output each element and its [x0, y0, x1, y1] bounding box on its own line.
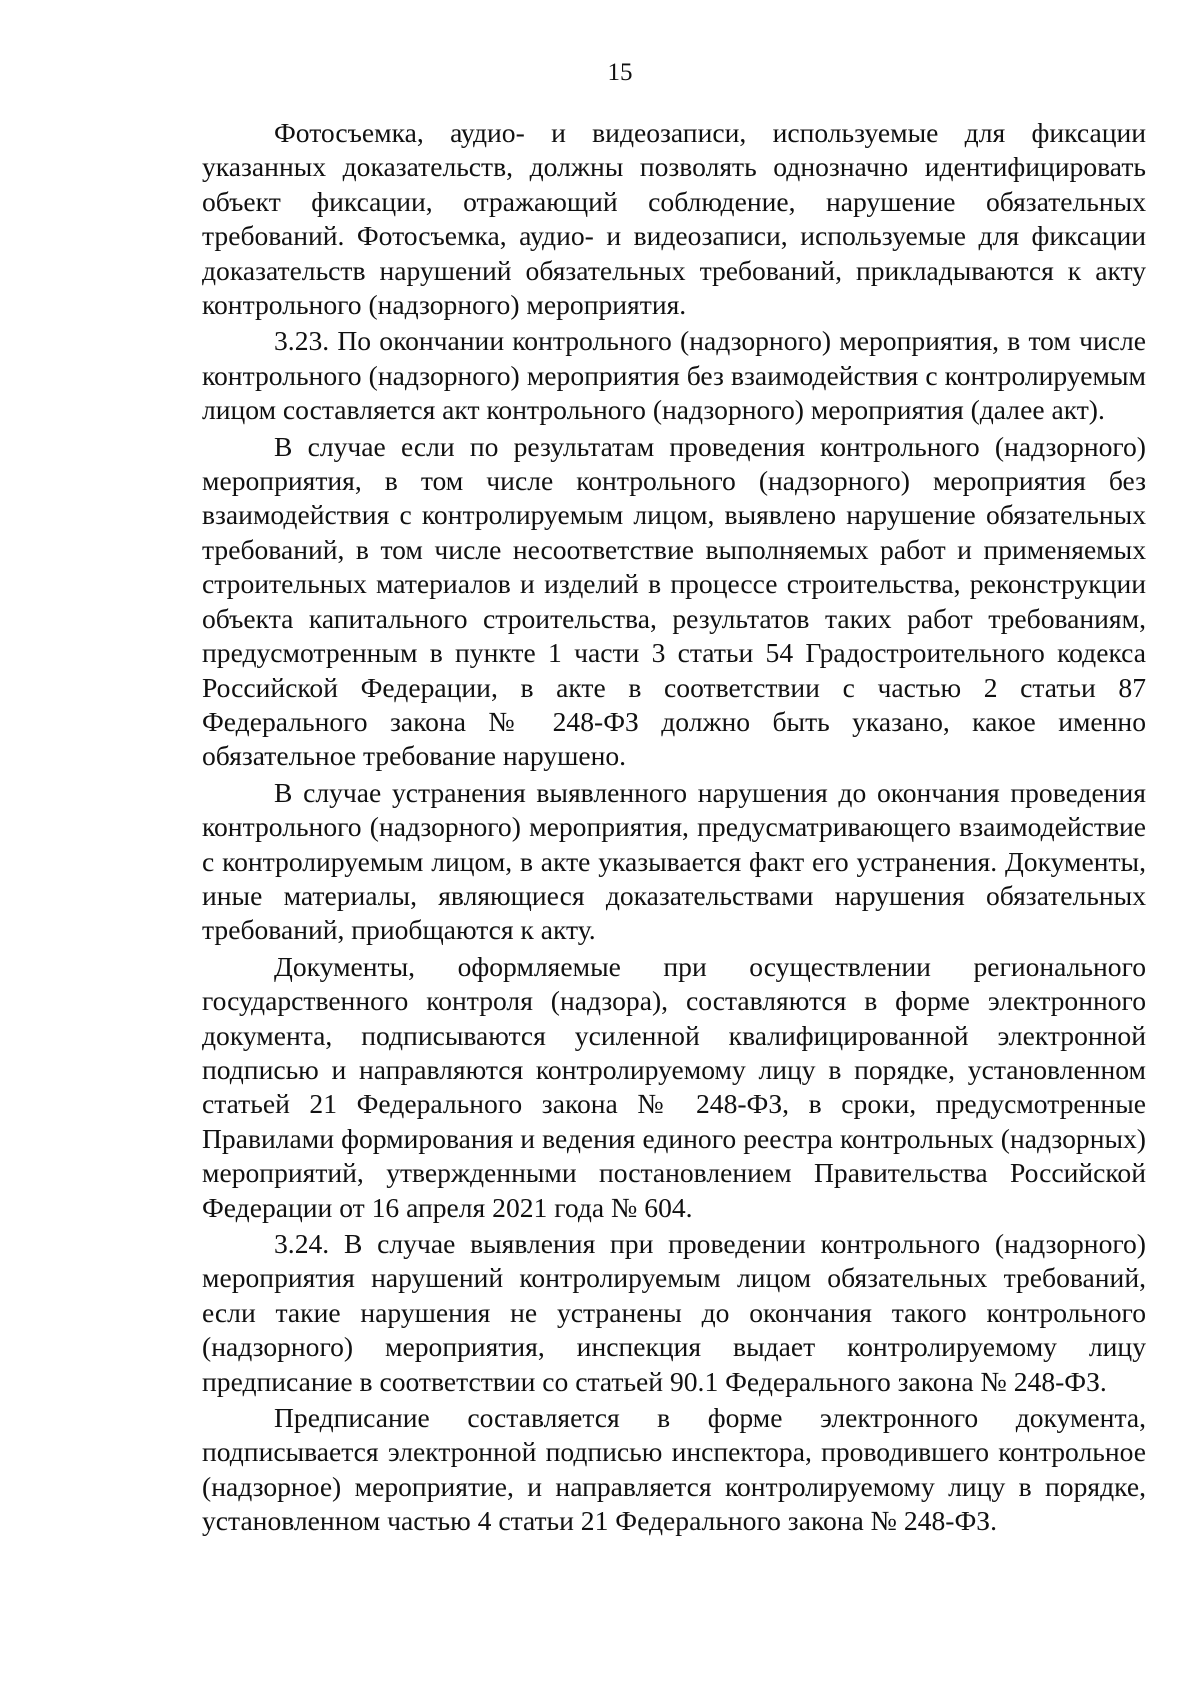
paragraph-3-23: 3.23. По окончании контрольного (надзорного) мероприятия, в том числе контрольного (надзорного) мероприятия без взаимодействия с контролируемым лицом составляется акт контрольного (надзорного) мероприятия (далее акт). [202, 325, 1146, 426]
page-number: 15 [607, 59, 633, 86]
paragraph-electronic-documents: Документы, оформляемые при осуществлении регионального государственного контроля (надзора), составляются в форме электронного документа, подписываются усиленной квалифицированной электронной подписью и направляются контролируемому лицу в порядке, установленном статьей 21 Федерального закона № 248-ФЗ, в сроки, предусмотренные Правилами формирования и ведения единого реестра контрольных (надзорных) мероприятий, утвержденными постановлением Правительства Российской Федерации от 16 апреля 2021 года № 604. [202, 950, 1146, 1223]
paragraph-violation-found: В случае если по результатам проведения контрольного (надзорного) мероприятия, в том числе контрольного (надзорного) мероприятия без взаимодействия с контролируемым лицом, выявлено нарушение обязательных требований, в том числе несоответствие выполняемых работ и применяемых строительных материалов и изделий в процессе строительства, реконструкции объекта капитального строительства, результатов таких работ требованиям, предусмотренным в пункте 1 части 3 статьи 54 Градостроительного кодекса Российской Федерации, в акте в соответствии с частью 2 статьи 87 Федерального закона № 248-ФЗ должно быть указано, какое именно обязательное требование нарушено. [202, 430, 1146, 772]
paragraph-prescription: Предписание составляется в форме электронного документа, подписывается электронной подписью инспектора, проводившего контрольное (надзорное) мероприятие, и направляется контролируемому лицу в порядке, установленном частью 4 статьи 21 Федерального закона № 248-ФЗ. [202, 1402, 1146, 1537]
paragraph-3-24: 3.24. В случае выявления при проведении контрольного (надзорного) мероприятия нарушений контролируемым лицом обязательных требований, если такие нарушения не устранены до окончания такого контрольного (надзорного) мероприятия, инспекция выдает контролируемому лицу предписание в соответствии со статьей 90.1 Федерального закона № 248-ФЗ. [202, 1228, 1146, 1397]
document-body [202, 116, 1146, 1539]
paragraph-photo-evidence: Фотосъемка, аудио- и видеозаписи, используемые для фиксации указанных доказательств, должны позволять однозначно идентифицировать объект фиксации, отражающий соблюдение, нарушение обязательных требований. Фотосъемка, аудио- и видеозаписи, используемые для фиксации доказательств нарушений обязательных требований, прикладываются к акту контрольного (надзорного) мероприятия. [202, 117, 1146, 321]
paragraph-violation-eliminated: В случае устранения выявленного нарушения до окончания проведения контрольного (надзорного) мероприятия, предусматривающего взаимодействие с контролируемым лицом, в акте указывается факт его устранения. Документы, иные материалы, являющиеся доказательствами нарушения обязательных требований, приобщаются к акту. [202, 776, 1146, 946]
